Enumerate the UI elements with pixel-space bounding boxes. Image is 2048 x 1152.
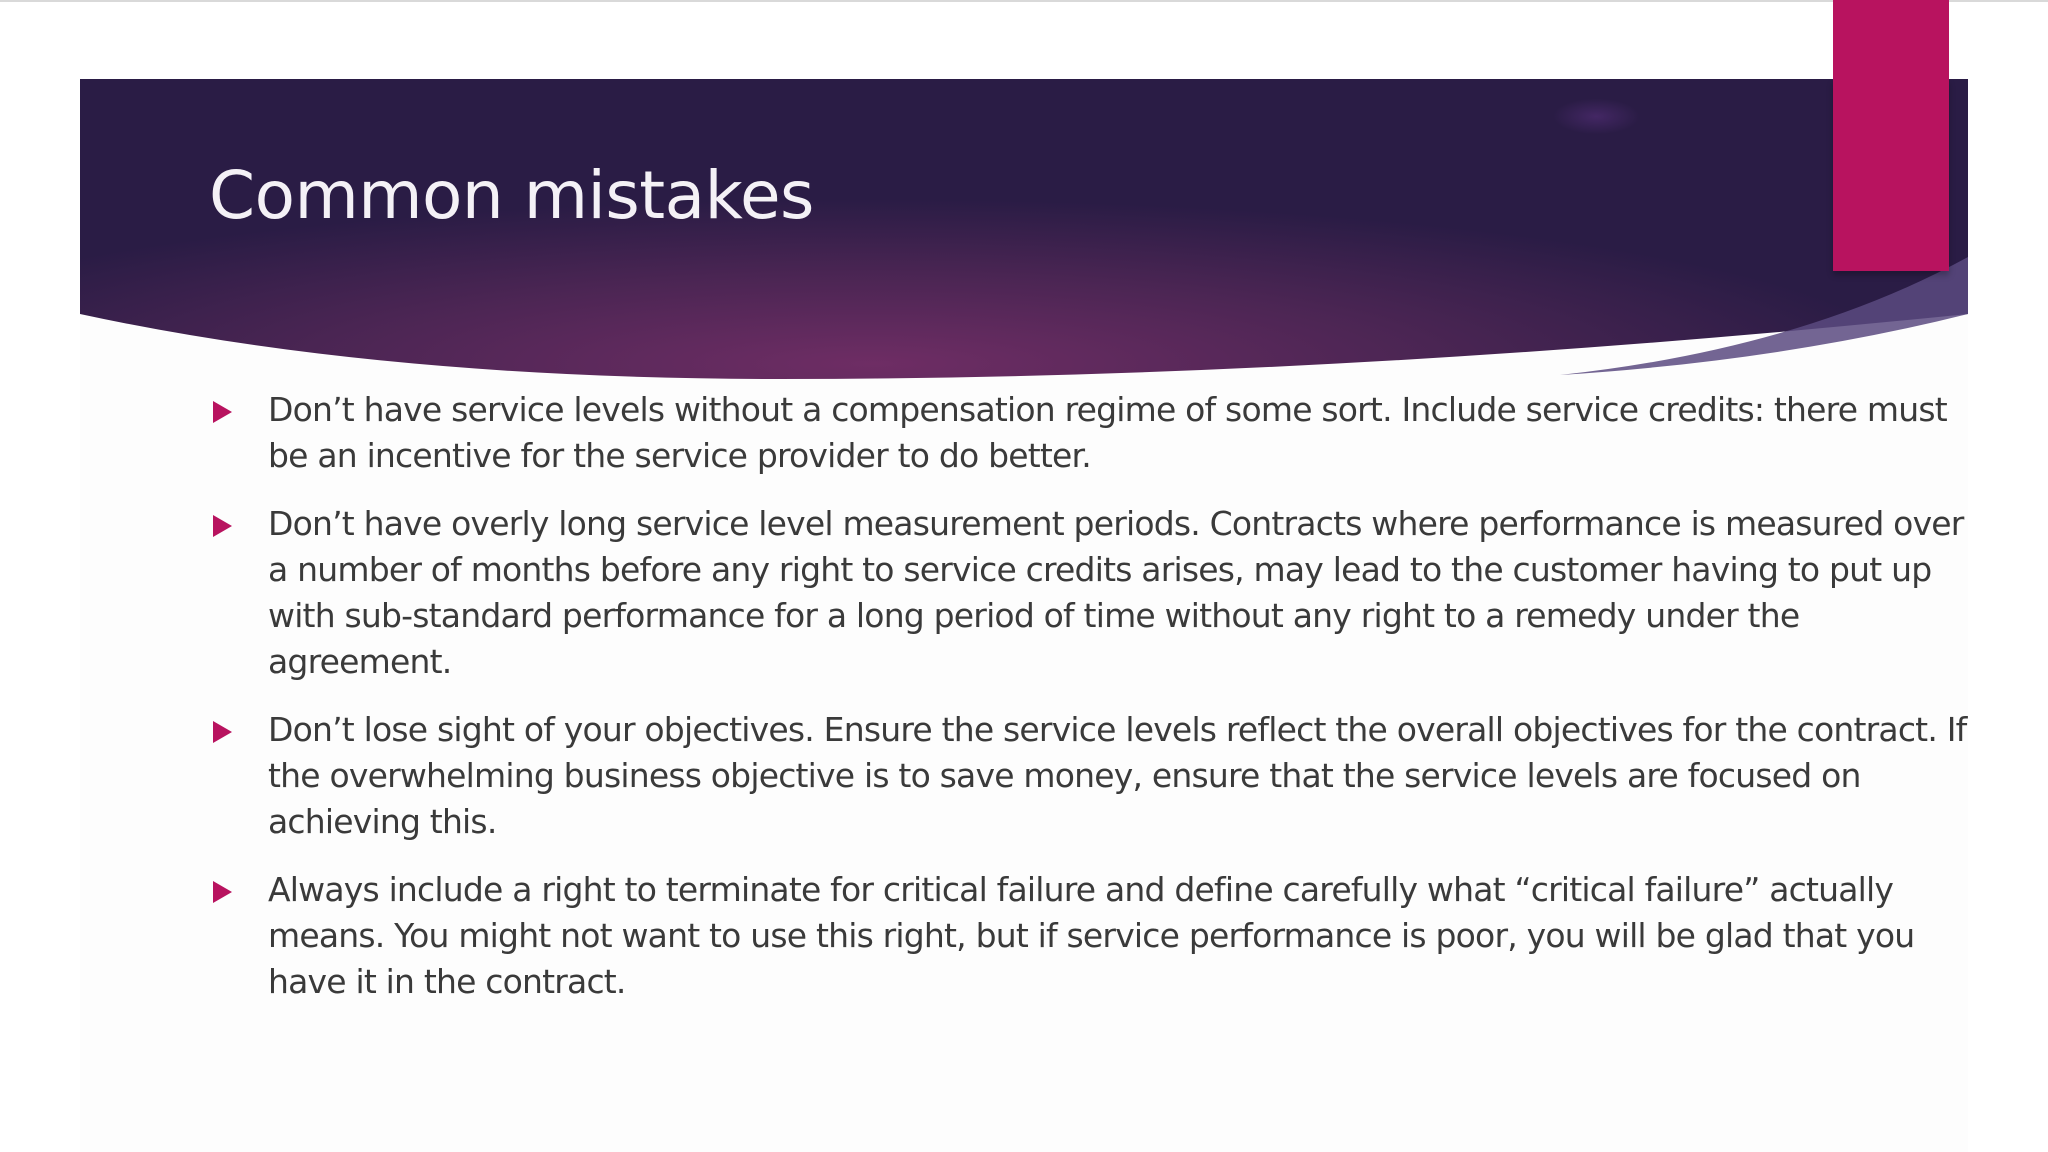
bullet-item (209, 501, 1968, 685)
accent-tab-upper (1833, 0, 1949, 81)
bullet-text: Don’t have overly long service level measurement periods. Contracts where performance is measured over a number of months before any right to service credits arises, may lead to the customer having to put up with sub-standard performance for a long period of time without any right to a remedy under the agreement. (268, 504, 1964, 681)
bullet-text: Don’t lose sight of your objectives. Ensure the service levels reflect the overall objectives for the contract. If the overwhelming business objective is to save money, ensure that the service levels are focused on achieving this. (268, 710, 1967, 841)
triangle-right-icon (213, 721, 232, 743)
slide-title: Common mistakes (209, 157, 814, 234)
slide (80, 79, 1968, 1152)
accent-tab (1833, 79, 1949, 271)
bullet-item (209, 387, 1968, 479)
triangle-right-icon (213, 401, 232, 423)
bullet-item (209, 707, 1968, 845)
bullet-text: Don’t have service levels without a compensation regime of some sort. Include service credits: there must be an incentive for the service provider to do better. (268, 390, 1947, 475)
bullet-text: Always include a right to terminate for critical failure and define carefully what “critical failure” actually means. You might not want to use this right, but if service performance is poor, you will be glad that you have it in the contract. (268, 870, 1915, 1001)
bullet-list (209, 387, 1968, 1027)
bullet-item (209, 867, 1968, 1005)
triangle-right-icon (213, 881, 232, 903)
triangle-right-icon (213, 515, 232, 537)
window-top-border (0, 0, 2048, 2)
title-banner (80, 79, 1968, 389)
